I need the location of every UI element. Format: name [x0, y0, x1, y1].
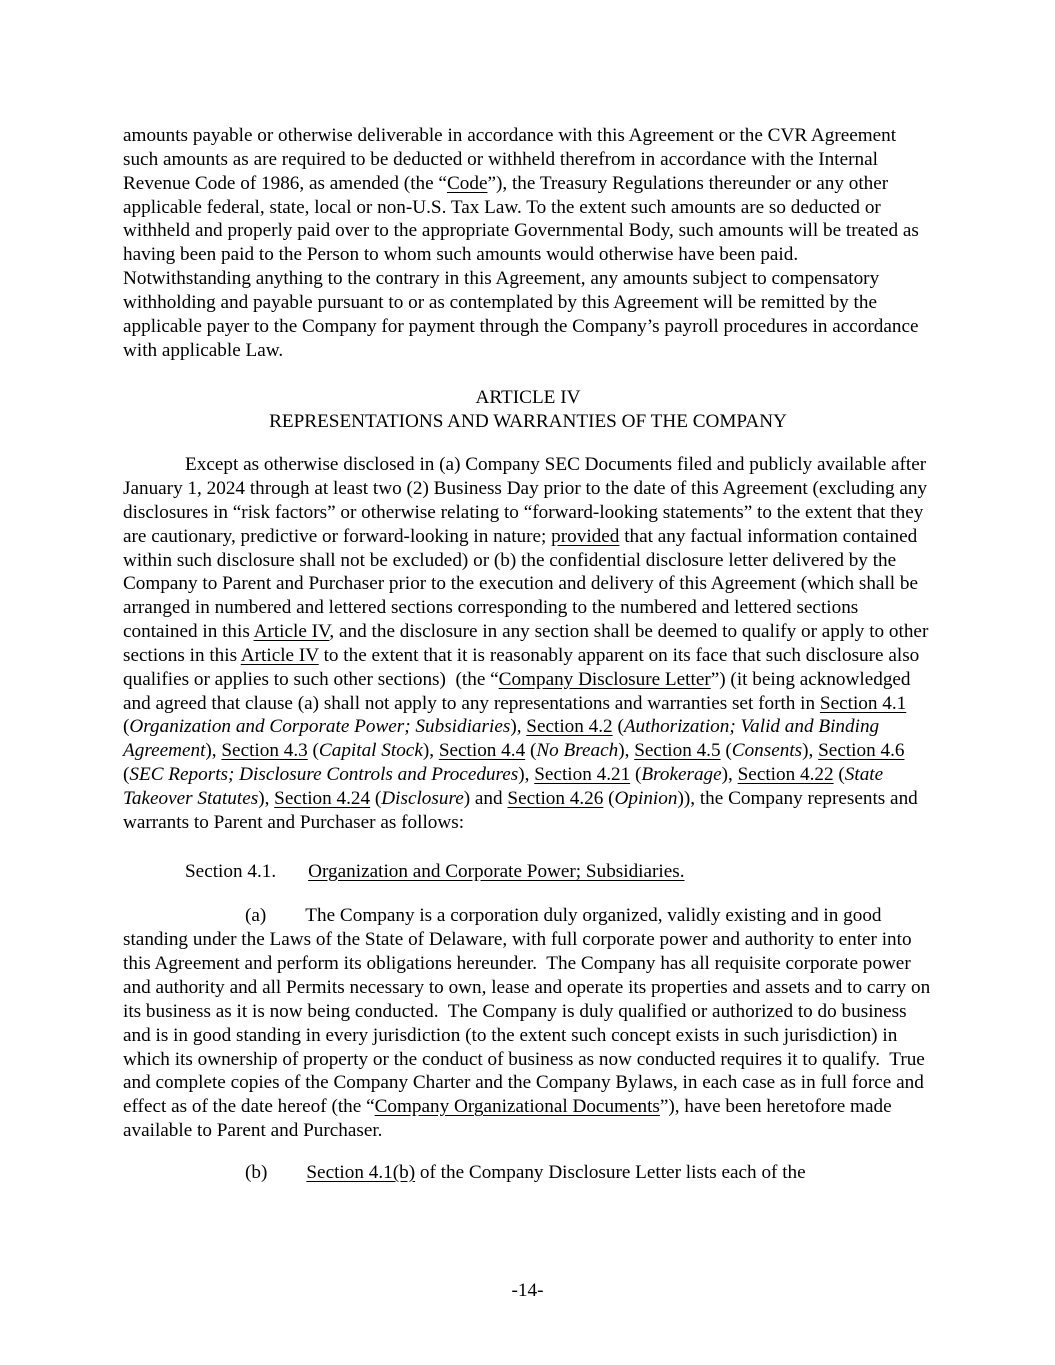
text-run: Section 4.1 — [819, 692, 907, 714]
text-run: ”) (it being acknowledged and agreed that clause (a) shall not apply to any representations and warranties set forth in — [123, 668, 916, 714]
text-run: ( — [603, 787, 615, 809]
text-run: ( — [612, 716, 624, 738]
text-run: ( — [123, 692, 912, 738]
text-run: Organization and Corporate Power; Subsidiaries. — [308, 860, 685, 882]
text-run: Section 4.5 — [634, 740, 721, 762]
text-run: (a) — [245, 905, 267, 927]
text-run: Code — [446, 172, 488, 194]
paragraph-disclosure-preamble — [123, 453, 933, 835]
text-run: Section 4.26 — [507, 787, 604, 809]
text-run: Authorization; Valid and Binding Agreement — [123, 716, 884, 762]
text-run: Article IV — [253, 621, 330, 643]
text-run: amounts payable or otherwise deliverable in accordance with this Agreement or the CVR Agreement such amounts as are required to be deducted or withheld therefrom in accordance with the Internal Revenue Code of 1986, as amended (the “ — [123, 125, 901, 194]
text-run: Section 4.21 — [534, 764, 631, 786]
text-run: ( — [307, 740, 319, 762]
paragraph-4-1-a — [123, 904, 936, 1142]
text-run: ), — [721, 764, 738, 786]
article-heading-number: ARTICLE IV — [475, 387, 581, 409]
text-run: Section 4.6 — [818, 740, 905, 762]
text-run: ), — [510, 716, 527, 738]
text-run: ( — [525, 740, 537, 762]
text-run: ), — [802, 740, 819, 762]
text-run: ), — [205, 740, 222, 762]
text-run: Opinion — [614, 787, 678, 809]
text-run: Company Disclosure Letter — [498, 668, 711, 690]
text-run: (b) — [245, 1161, 268, 1183]
text-run: Section 4.2 — [526, 716, 613, 738]
text-run: ), — [258, 787, 275, 809]
text-run: ( — [833, 764, 845, 786]
text-run: of the Company Disclosure Letter lists each of the — [415, 1161, 806, 1183]
text-run: ( — [720, 740, 732, 762]
text-run: State Takeover Statutes — [123, 764, 888, 809]
text-run: No Breach — [536, 740, 619, 762]
text-run: SEC Reports; Disclosure Controls and Procedures — [129, 764, 519, 786]
page-number: -14- — [511, 1280, 544, 1301]
text-run: Brokerage — [641, 764, 722, 786]
text-run: Consents — [731, 740, 803, 762]
text-run: Section 4.3 — [221, 740, 308, 762]
text-run: Section 4.1(b) — [306, 1161, 416, 1183]
text-run: ”), have been heretofore made available to Parent and Purchaser. — [123, 1096, 897, 1142]
text-run: Section 4.1. — [185, 860, 277, 882]
text-run: The Company is a corporation duly organized, validly existing and in good standing under the Laws of the State of Delaware, with full corporate power and authority to enter into this Agreement and perform its obligations hereunder. The Company has all requisite corporate power and authority and all Permits necessary to own, lease and operate its properties and assets and to carry on its business as it is now being conducted. The Company is duly qualified or authorized to do business and is in good standing in every jurisdiction (to the extent such concept exists in such jurisdiction) in which its ownership of property or the conduct of business as now conducted requires it to qualify. True and complete copies of the Company Charter and the Company Bylaws, in each case as in full force and effect as of the date hereof (the “ — [123, 905, 936, 1118]
text-run: Section 4.22 — [737, 764, 834, 786]
paragraph-withholding-continuation — [123, 124, 933, 362]
text-run: Disclosure — [381, 787, 464, 809]
document-body — [123, 124, 936, 1185]
text-run: ”), the Treasury Regulations thereunder or any other applicable federal, state, local or non-U.S. Tax Law. To the extent such amounts are so deducted or withheld and properly paid over to the appropriate Governmental Body, such amounts will be treated as having been paid to the Person to whom such amounts would otherwise have been paid. Notwithstanding anything to the contrary in this Agreement, any amounts subject to compensatory withholding and payable pursuant to or as contemplated by this Agreement will be remitted by the applicable payer to the Company for payment through the Company’s payroll procedures in accordance with applicable Law. — [123, 172, 924, 361]
paragraph-4-1-b — [123, 1161, 933, 1185]
section-4-1-heading — [123, 860, 933, 884]
text-run: Organization and Corporate Power; Subsidiaries — [129, 716, 511, 738]
text-run: ), — [618, 740, 635, 762]
text-run: , and the disclosure in any section shall be deemed to qualify or apply to other sections in this — [123, 621, 934, 666]
text-run: Company Organizational Documents — [374, 1096, 660, 1118]
text-run: ( — [630, 764, 642, 786]
text-run: ( — [370, 787, 382, 809]
text-run: Section 4.4 — [438, 740, 526, 762]
text-run: ), — [422, 740, 439, 762]
text-run: Article IV — [240, 644, 319, 666]
text-run: that any factual information contained within such disclosure shall not be excluded) or (b) the confidential disclosure letter delivered by the Company to Parent and Purchaser prior to the execution and delivery of this Agreement (which shall be arranged in numbered and lettered sections corresponding to the numbered and lettered sections contained in this — [123, 525, 923, 643]
text-run: ( — [123, 740, 910, 786]
text-run: Except as otherwise disclosed in (a) Company SEC Documents filed and publicly available after January 1, 2024 through at least two (2) Business Day prior to the date of this Agreement (excluding any disclosures in “risk factors” or otherwise relating to “forward-looking statements” to the extent that they are cautionary, predictive or forward-looking in nature; — [123, 454, 932, 547]
text-run: Capital Stock — [318, 740, 423, 762]
text-run: to the extent that it is reasonably apparent on its face that such disclosure also qualifies or applies to such other sections) (the “ — [123, 644, 925, 690]
article-heading-title: REPRESENTATIONS AND WARRANTIES OF THE COMPANY — [269, 411, 787, 433]
text-run: ), — [518, 764, 535, 786]
text-run: )), the Company represents and warrants to Parent and Purchaser as follows: — [123, 787, 923, 833]
text-run: provided — [551, 525, 620, 547]
text-run: Section 4.24 — [274, 787, 371, 809]
article-heading — [123, 386, 933, 434]
text-run: ) and — [463, 787, 508, 809]
